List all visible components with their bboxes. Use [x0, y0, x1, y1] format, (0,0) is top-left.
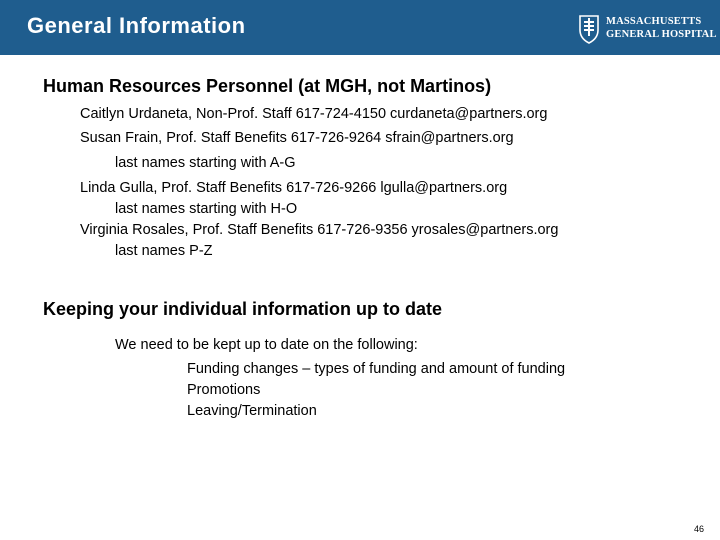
- contact-line: Linda Gulla, Prof. Staff Benefits 617-726-9266 lgulla@partners.org: [80, 180, 508, 196]
- hr-personnel-heading: Human Resources Personnel (at MGH, not Martinos): [43, 76, 492, 96]
- update-item: Leaving/Termination: [187, 403, 317, 419]
- logo-line-1: MASSACHUSETTS: [606, 16, 702, 27]
- slide-title: General Information: [27, 13, 246, 38]
- contact-note: last names starting with A-G: [115, 155, 296, 171]
- contact-line: Virginia Rosales, Prof. Staff Benefits 617-726-9356 yrosales@partners.org: [80, 222, 559, 238]
- page-number: 46: [694, 524, 705, 534]
- mgh-logo: [578, 14, 717, 44]
- mgh-shield-icon: [578, 14, 600, 44]
- logo-line-2: GENERAL HOSPITAL: [606, 29, 717, 40]
- update-info-heading: Keeping your individual information up to date: [43, 299, 443, 319]
- update-intro: We need to be kept up to date on the following:: [115, 337, 418, 353]
- contact-note: last names starting with H-O: [115, 201, 298, 217]
- contact-line: Susan Frain, Prof. Staff Benefits 617-726-9264 sfrain@partners.org: [80, 130, 514, 146]
- update-item: Funding changes – types of funding and amount of funding: [187, 361, 566, 377]
- contact-note: last names P-Z: [115, 243, 213, 259]
- mgh-logo-text: [606, 15, 717, 41]
- title-bar: [0, 0, 720, 55]
- contact-line: Caitlyn Urdaneta, Non-Prof. Staff 617-724-4150 curdaneta@partners.org: [80, 106, 548, 122]
- update-item: Promotions: [187, 382, 261, 398]
